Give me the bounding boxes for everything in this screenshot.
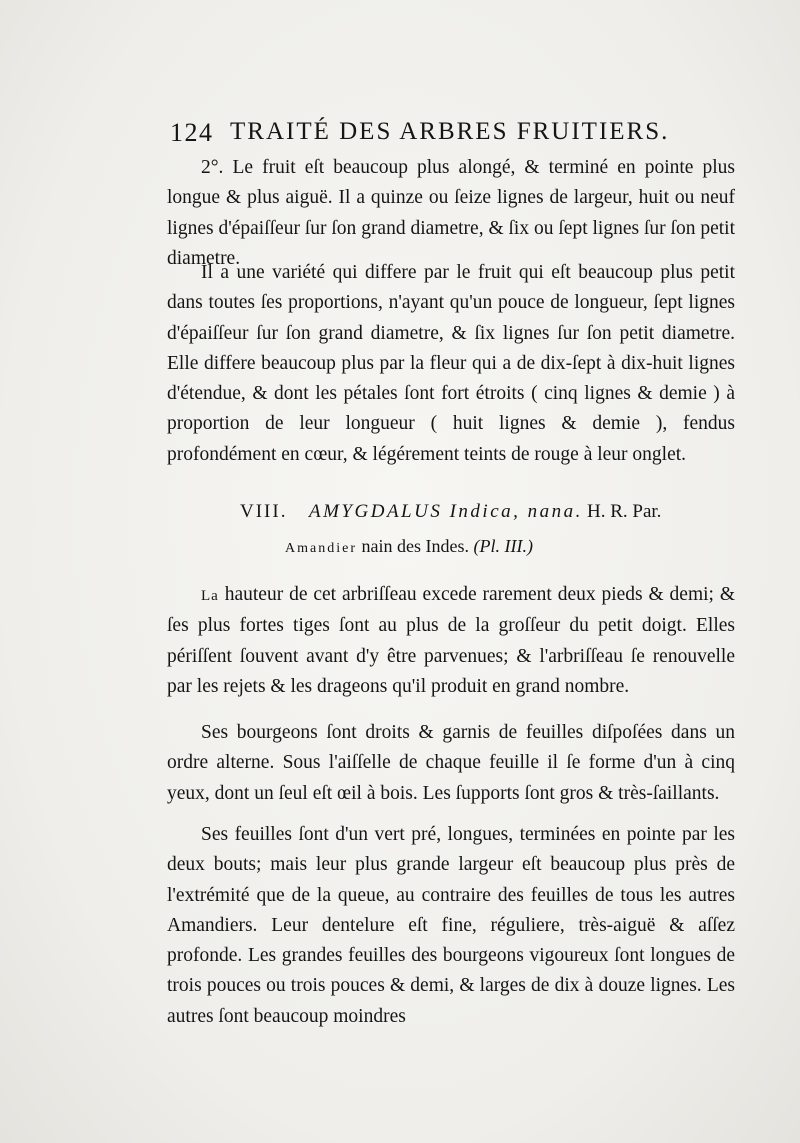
species-authority: H. R. Par. xyxy=(587,501,662,522)
page-header xyxy=(170,112,740,152)
page-number: 124 xyxy=(170,118,214,147)
paragraph-height-text: hauteur de cet arbriſſeau excede rarement deux pieds & demi; & ſes plus fortes tiges ſont au plus de la groſſeur du petit doigt. Elles périſſent ſouvent avant d'y être parvenues; & l'arbriſſeau ſe renouvelle par les rejets & les drageons qu'il produit en grand nombre. xyxy=(167,584,736,697)
running-title: TRAITÉ DES ARBRES FRUITIERS. xyxy=(230,118,670,145)
french-name-smallcaps: Amandier xyxy=(285,541,357,556)
paragraph-height xyxy=(167,580,735,702)
drop-cap: La xyxy=(201,588,219,604)
paragraph-fruit-form: 2°. Le fruit eſt beaucoup plus alongé, & terminé en pointe plus longue & plus aiguë. Il a quinze ou ſeize lignes de largeur, huit ou neuf lignes d'épaiſſeur ſur ſon grand diametre, & ſix ou ſept lignes ſur ſon petit diametre. xyxy=(167,157,735,269)
paragraph-shoots: Ses bourgeons ſont droits & garnis de feuilles diſpoſées dans un ordre alterne. Sous l'aiſſelle de chaque feuille il ſe forme d'un à cinq yeux, dont un ſeul eſt œil à bois. Les ſupports ſont gros & très-ſaillants. xyxy=(167,722,735,804)
species-french-name xyxy=(285,532,533,563)
paragraph-leaves: Ses feuilles ſont d'un vert pré, longues, terminées en pointe par les deux bouts; mais leur plus grande largeur eſt beaucoup plus près de l'extrémité que de la queue, au contraire des feuilles de tous les autres Amandiers. Leur dentelure eſt fine, réguliere, très-aiguë & aſſez profonde. Les grandes feuilles des bourgeons vigoureux ſont longues de trois pouces ou trois pouces & demi, & larges de dix à douze lignes. Les autres ſont beaucoup moindres xyxy=(167,824,735,1027)
plate-reference: (Pl. III.) xyxy=(473,536,533,556)
french-name-rest: nain des Indes. xyxy=(361,536,469,556)
paragraph-variety: Il a une variété qui differe par le fruit qui eſt beaucoup plus petit dans toutes ſes proportions, n'ayant qu'un pouce de longueur, ſept lignes d'épaiſſeur ſur ſon grand diametre, & ſix lignes ſur ſon petit diametre. Elle differe beaucoup plus par la fleur qui a de dix-ſept à dix-huit lignes d'étendue, & dont les pétales ſont fort étroits ( cinq lignes & demie ) à proportion de leur longueur ( huit lignes & demie ), fendus profondément en cœur, & légérement teints de rouge à leur onglet. xyxy=(167,262,735,465)
species-number: VIII. xyxy=(240,501,288,522)
species-latin-name: AMYGDALUS Indica, nana. xyxy=(309,501,583,522)
